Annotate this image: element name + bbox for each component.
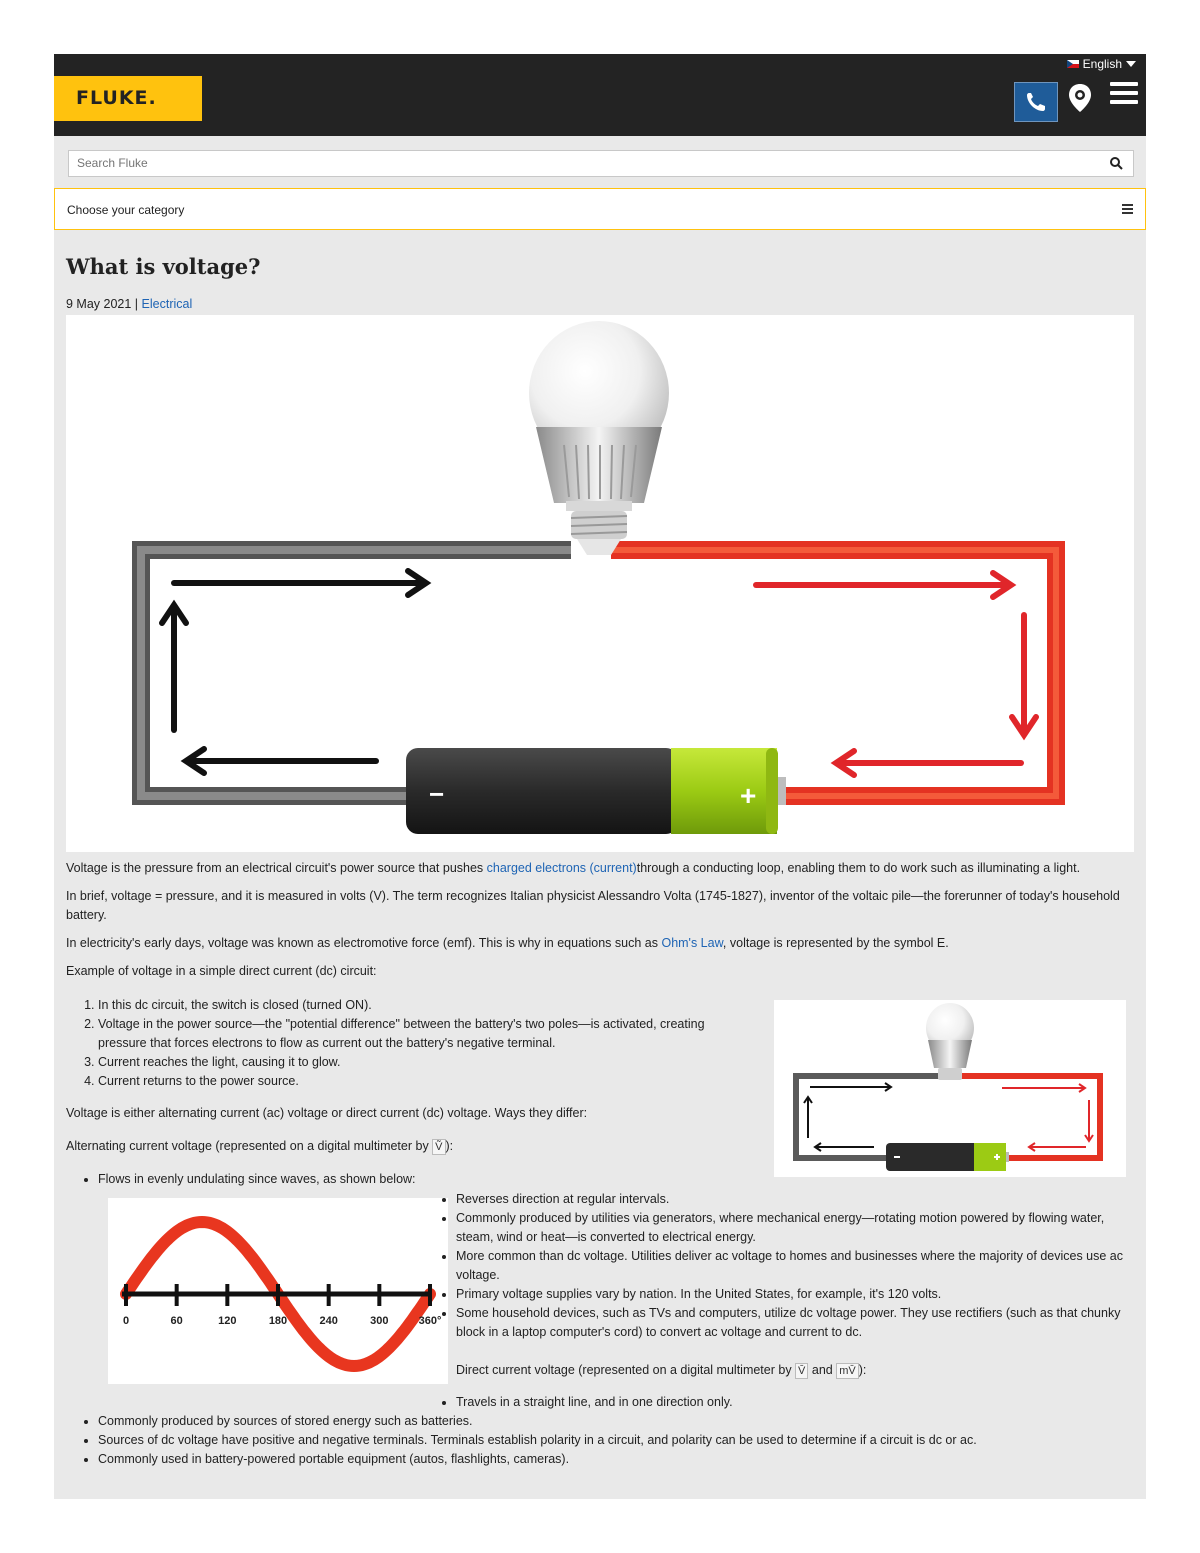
light-bulb [529, 321, 669, 555]
list-item: • Travels in a straight line, and in one direction only. [456, 1393, 1130, 1412]
list-item: • Commonly used in battery-powered portable equipment (autos, flashlights, cameras). [98, 1450, 1126, 1469]
wave-tick-label: 60 [170, 1315, 183, 1327]
list-item: • Flows in evenly undulating since waves, as shown below: [98, 1170, 726, 1189]
list-item: • Sources of dc voltage have positive and negative terminals. Terminals establish polarity in a circuit, and polarity can be used to determine if a circuit is dc or ac. [98, 1431, 1126, 1450]
fluke-logo[interactable] [54, 76, 202, 121]
language-label: English [1082, 57, 1122, 71]
ohms-law-link[interactable]: Ohm's Law [661, 936, 723, 950]
battery-positive-sign: + [740, 780, 757, 811]
wave-tick-label: 300 [370, 1315, 389, 1327]
p1-text-b: through a conducting loop, enabling them to do work such as illuminating a light. [636, 861, 1081, 875]
battery-negative-sign: − [429, 779, 445, 809]
p3-text-a: In electricity's early days, voltage was known as electromotive force (emf). This is why in equations such as [66, 936, 662, 950]
wave-tick-label: 180 [268, 1315, 288, 1327]
list-item: • Commonly produced by utilities via generators, where mechanical energy—rotating motion powered by flowing water, steam, wind or heat—is converted to electrical energy. [456, 1209, 1130, 1247]
wave-tick-label: 0 [122, 1315, 130, 1327]
category-label: Choose your category [67, 203, 185, 217]
sine-wave-diagram [108, 1198, 448, 1384]
paragraph-example: Example of voltage in a simple direct current (dc) circuit: [66, 964, 377, 978]
list-item: 2. Voltage in the power source—the "potential difference" between the battery's two poles—is activated, creating pressure that forces electrons to flow as current out the battery's negative terminal. [98, 1015, 726, 1053]
location-pin-icon [1066, 82, 1094, 114]
search-icon[interactable] [1109, 156, 1123, 170]
menu-bar [1110, 82, 1138, 86]
paragraph-dc-intro [456, 1361, 1132, 1380]
list-menu-icon [1122, 204, 1133, 216]
flag-icon [1067, 60, 1079, 68]
list-bar [1122, 204, 1133, 206]
battery [406, 748, 786, 834]
menu-bar [1110, 91, 1138, 95]
wave-tick-label: 120 [218, 1315, 237, 1327]
dc-text-a: Direct current voltage (represented on a digital multimeter by [456, 1363, 796, 1377]
list-bar [1122, 208, 1133, 210]
paragraph-history [66, 934, 1126, 953]
circuit-diagram [66, 315, 1134, 852]
list-item: • More common than dc voltage. Utilities deliver ac voltage to homes and businesses where the majority of devices use ac voltage. [456, 1247, 1130, 1285]
charged-electrons-link[interactable]: charged electrons (current) [486, 861, 637, 875]
article-date: 9 May 2021 [66, 297, 132, 311]
language-selector[interactable] [1067, 57, 1136, 71]
list-item: • Reverses direction at regular intervals. [456, 1190, 1130, 1209]
wave-tick-label: 240 [319, 1315, 338, 1327]
paragraph-intro [66, 859, 1126, 878]
list-item: • Primary voltage supplies vary by nation. In the United States, for example, it's 120 volts. [456, 1285, 1130, 1304]
site-header [54, 54, 1146, 136]
circuit-illustration [66, 315, 1134, 852]
dc-first-list [424, 1393, 1130, 1412]
ac-text-b: ): [445, 1139, 454, 1153]
ac-items-list [424, 1190, 1130, 1342]
list-item: • Some household devices, such as TVs and computers, utilize dc voltage power. They use rectifiers (such as that chunky block in a laptop computer's cord) to convert ac voltage and current to dc. [456, 1304, 1130, 1342]
dc-items-list [66, 1412, 1126, 1469]
paragraph-ac-intro [66, 1137, 1126, 1156]
p3-text-b: , voltage is represented by the symbol E. [722, 936, 949, 950]
paragraph-brief: In brief, voltage = pressure, and it is measured in volts (V). The term recognizes Italian physicist Alessandro Volta (1745-1827), inventor of the voltaic pile—the forerunner of today's household battery. [66, 889, 1120, 922]
list-item: 1. In this dc circuit, the switch is closed (turned ON). [98, 996, 726, 1015]
meta-separator: | [131, 297, 142, 311]
current-flow-arrows [756, 573, 1036, 775]
dc-text-b: ): [858, 1363, 867, 1377]
caret-down-icon [1126, 61, 1136, 67]
list-item: • Commonly produced by sources of stored energy such as batteries. [98, 1412, 1126, 1431]
dc-millivolt-symbol: mV̄ [836, 1363, 859, 1379]
phone-icon [1015, 83, 1057, 121]
wave-tick-label: 360° [418, 1315, 442, 1327]
electron-flow-arrows [162, 571, 426, 773]
hamburger-menu-button[interactable] [1110, 82, 1138, 106]
dc-voltage-symbol: V̄ [795, 1363, 808, 1379]
ac-voltage-symbol: Ṽ [432, 1139, 445, 1155]
list-bar [1122, 212, 1133, 214]
dc-text-and: and [808, 1363, 837, 1377]
page [54, 54, 1146, 1499]
category-link[interactable]: Electrical [141, 297, 193, 311]
sine-wave-illustration [108, 1198, 448, 1384]
search-bar [68, 150, 1134, 177]
paragraph-ac-dc: Voltage is either alternating current (ac) voltage or direct current (dc) voltage. Ways they differ: [66, 1106, 588, 1120]
category-selector[interactable] [54, 188, 1146, 230]
list-item: 4. Current returns to the power source. [98, 1072, 726, 1091]
search-input[interactable] [69, 151, 1105, 174]
steps-list [66, 996, 726, 1091]
article-meta [66, 297, 192, 311]
ac-first-list [66, 1170, 726, 1189]
logo-text: FLUKE. [76, 87, 157, 109]
article-title: What is voltage? [66, 254, 261, 279]
ac-text-a: Alternating current voltage (represented on a digital multimeter by [66, 1139, 433, 1153]
location-button[interactable] [1066, 82, 1094, 114]
menu-bar [1110, 100, 1138, 104]
p1-text-a: Voltage is the pressure from an electrical circuit's power source that pushes [66, 861, 487, 875]
list-item: 3. Current reaches the light, causing it to glow. [98, 1053, 726, 1072]
phone-button[interactable] [1014, 82, 1058, 122]
